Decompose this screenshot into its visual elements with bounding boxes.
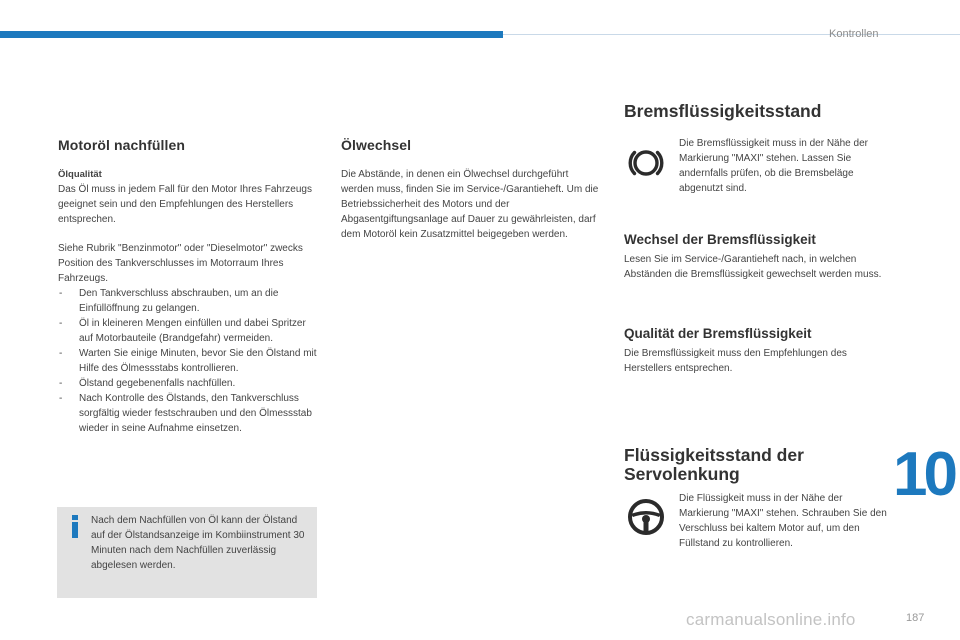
chapter-number: 10	[893, 440, 954, 509]
list-item: - Öl in kleineren Mengen einfüllen und dabei Spritzer auf Motorbauteile (Brandgefahr) vermeiden.	[58, 316, 322, 346]
qualitaet-title: Qualität der Bremsflüssigkeit	[624, 326, 812, 341]
wechsel-title: Wechsel der Bremsflüssigkeit	[624, 232, 816, 247]
header-divider	[503, 34, 960, 35]
list-item: - Nach Kontrolle des Ölstands, den Tankverschluss sorgfältig wieder festschrauben und den Ölmessstab wieder in seine Aufnahme einsetzen.	[58, 391, 322, 436]
page-number: 187	[906, 612, 925, 624]
list-item: - Den Tankverschluss abschrauben, um an die Einfüllöffnung zu gelangen.	[58, 286, 322, 316]
servo-title	[624, 446, 804, 484]
brems-text: Die Bremsflüssigkeit muss in der Nähe der Markierung "MAXI" stehen. Lassen Sie andernfalls prüfen, ob die Bremsbeläge abgenutzt sind.	[679, 138, 868, 194]
brake-warning-icon	[626, 143, 666, 183]
info-icon	[71, 515, 79, 539]
brems-title: Bremsflüssigkeitsstand	[624, 101, 822, 121]
motoroel-section	[58, 137, 322, 436]
quality-label: Ölqualität	[58, 169, 102, 180]
motoroel-intro: Siehe Rubrik "Benzinmotor" oder "Dieselmotor" zwecks Position des Tankverschlusses im Motorraum Ihres Fahrzeugs.	[58, 243, 303, 284]
watermark: carmanualsonline.info	[686, 610, 856, 629]
qualitaet-text: Die Bremsflüssigkeit muss den Empfehlungen des Herstellers entsprechen.	[624, 348, 847, 374]
list-item: - Ölstand gegebenenfalls nachfüllen.	[58, 376, 322, 391]
oelwechsel-text: Die Abstände, in denen ein Ölwechsel durchgeführt werden muss, finden Sie im Service-/Garantieheft. Um die Betriebssicherheit des Motors und der Abgasentgiftungsanlage auf Dauer zu gewährleisten, darf dem Motoröl kein Zusatzmittel beigegeben werden.	[341, 169, 599, 240]
steering-wheel-icon	[626, 497, 666, 537]
info-box	[57, 507, 317, 598]
servo-title-line1: Flüssigkeitsstand der	[624, 445, 804, 465]
motoroel-title: Motoröl nachfüllen	[58, 137, 186, 153]
wechsel-text: Lesen Sie im Service-/Garantieheft nach, in welchen Abständen die Bremsflüssigkeit gewechselt werden muss.	[624, 254, 882, 280]
servo-text: Die Flüssigkeit muss in der Nähe der Markierung "MAXI" stehen. Schrauben Sie den Verschluss bei kaltem Motor auf, um den Füllstand zu kontrollieren.	[679, 493, 887, 549]
steps-list	[58, 286, 322, 436]
servo-title-line2: Servolenkung	[624, 464, 740, 484]
oelwechsel-section	[341, 137, 603, 242]
oelwechsel-title: Ölwechsel	[341, 137, 412, 153]
section-label: Kontrollen	[829, 28, 879, 40]
header-accent-bar	[0, 31, 503, 38]
quality-text: Das Öl muss in jedem Fall für den Motor Ihres Fahrzeugs geeignet sein und den Empfehlungen des Herstellers entsprechen.	[58, 184, 312, 225]
info-text: Nach dem Nachfüllen von Öl kann der Ölstand auf der Ölstandsanzeige im Kombiinstrument 30 Minuten nach dem Nachfüllen zuverlässig abgelesen werden.	[91, 515, 305, 571]
list-item: - Warten Sie einige Minuten, bevor Sie den Ölstand mit Hilfe des Ölmessstabs kontrollieren.	[58, 346, 322, 376]
quality-block	[58, 167, 322, 227]
